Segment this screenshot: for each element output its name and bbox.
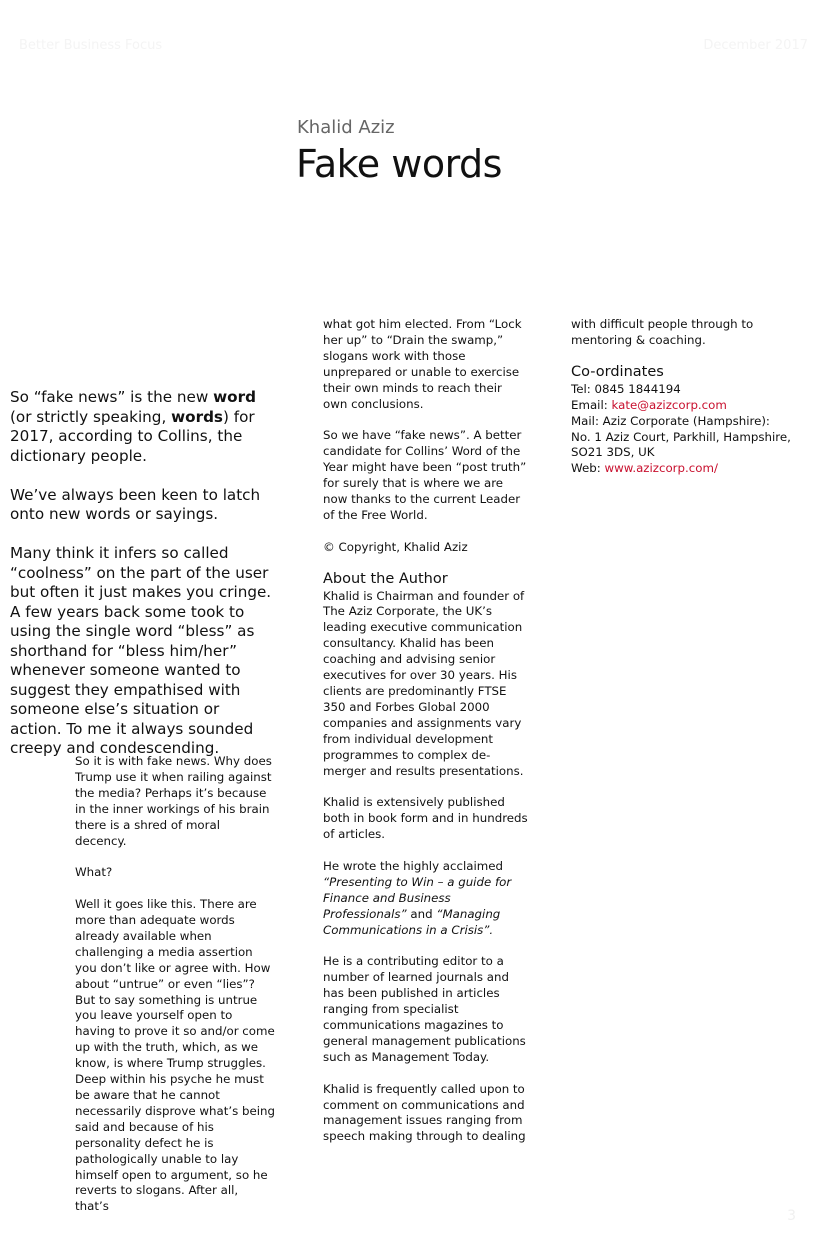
body-column-1	[75, 754, 275, 1215]
mailing-address: Mail: Aziz Corporate (Hampshire): No. 1 Aziz Court, Parkhill, Hampshire, SO21 3DS, UK	[571, 413, 791, 460]
about-paragraph: Khalid is frequently called upon to comment on communications and management issues ranging from speech making through to dealing	[323, 1081, 526, 1144]
article-title: Fake words	[296, 142, 502, 186]
coordinates-heading: Co-ordinates	[571, 363, 664, 380]
book-title: “Presenting to Win – a guide for Finance and Business Professionals”	[323, 874, 512, 921]
body-paragraph: what got him elected. From “Lock her up” to “Drain the swamp,” slogans work with those unprepared or unable to exercise their own minds to reach their own conclusions.	[323, 317, 522, 411]
telephone: Tel: 0845 1844194	[571, 381, 681, 396]
email-line: Email: kate@azizcorp.com	[571, 397, 727, 412]
author-name: Khalid Aziz	[297, 117, 395, 138]
email-link[interactable]: kate@azizcorp.com	[611, 397, 727, 412]
body-column-3	[571, 317, 811, 477]
intro-paragraph-2: We’ve always been keen to latch onto new words or sayings.	[10, 485, 261, 523]
body-column-2	[323, 317, 528, 1145]
website-link[interactable]: www.azizcorp.com/	[604, 461, 718, 476]
about-paragraph: He is a contributing editor to a number of learned journals and has been published in articles ranging from specialist communications magazines to general management publications such as Management Today.	[323, 954, 526, 1064]
intro-column	[10, 388, 272, 759]
body-paragraph: Well it goes like this. There are more than adequate words already available when challenging a media assertion you don’t like or agree with. How about “untrue” or even “lies”? But to say something is untrue you leave yourself open to having to prove it so and/or come up with the truth, which, as we know, is where Trump struggles. Deep within his psyche he must be aware that he cannot necessarily disprove what’s being said and because of his personality defect he is pathologically unable to lay himself open to argument, so he reverts to slogans. After all, that’s	[75, 897, 275, 1214]
intro-paragraph-1: So “fake news” is the new word (or strictly speaking, words) for 2017, according to Collins, the dictionary people.	[10, 388, 256, 465]
publication-name: Better Business Focus	[19, 38, 163, 53]
about-paragraph-books: He wrote the highly acclaimed “Presenting to Win – a guide for Finance and Business Professionals” and “Managing Communications in a Crisis”.	[323, 858, 512, 937]
body-paragraph: So we have “fake news”. A better candidate for Collins’ Word of the Year might have been “post truth” for surely that is where we are now thanks to the current Leader of the Free World.	[323, 428, 527, 522]
body-paragraph: What?	[75, 865, 113, 880]
body-paragraph: So it is with fake news. Why does Trump use it when railing against the media? Perhaps it’s because in the inner workings of his brain there is a shred of moral decency.	[75, 754, 272, 848]
page-number: 3	[787, 1208, 796, 1224]
web-line: Web: www.azizcorp.com/	[571, 461, 718, 476]
intro-paragraph-3: Many think it infers so called “coolness” on the part of the user but often it just makes you cringe. A few years back some took to using the single word “bless” as shorthand for “bless him/her” whenever someone wanted to suggest they empathised with someone else’s situation or action. To me it always sounded creepy and condescending.	[10, 544, 272, 757]
copyright-notice: © Copyright, Khalid Aziz	[323, 539, 468, 554]
about-author-heading: About the Author	[323, 570, 448, 587]
about-paragraph-continued: with difficult people through to mentoring & coaching.	[571, 317, 754, 347]
book-title: “Managing Communications in a Crisis”.	[323, 906, 501, 937]
about-paragraph: Khalid is Chairman and founder of The Aziz Corporate, the UK’s leading executive communication consultancy. Khalid has been coaching and advising senior executives for over 30 years. His clients are predominantly FTSE 350 and Forbes Global 2000 companies and assignments vary from individual development programmes to complex de-merger and results presentations.	[323, 588, 525, 778]
about-paragraph: Khalid is extensively published both in book form and in hundreds of articles.	[323, 795, 528, 842]
issue-date: December 2017	[703, 38, 808, 53]
